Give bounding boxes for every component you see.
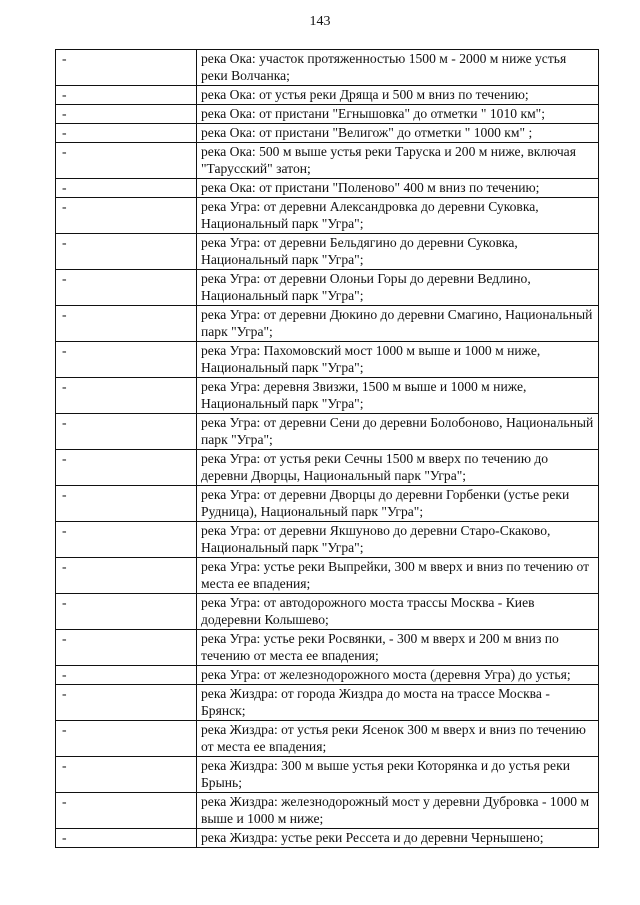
table-row <box>56 522 599 558</box>
row-marker: - <box>56 594 197 630</box>
table-row <box>56 198 599 234</box>
row-text: река Угра: от железнодорожного моста (деревня Угра) до устья; <box>197 666 599 685</box>
row-marker: - <box>56 757 197 793</box>
table-row <box>56 86 599 105</box>
row-text: река Угра: деревня Звизжи, 1500 м выше и 1000 м ниже, Национальный парк "Угра"; <box>197 378 599 414</box>
row-marker: - <box>56 50 197 86</box>
row-text: река Жиздра: 300 м выше устья реки Которянка и до устья реки Брынь; <box>197 757 599 793</box>
row-marker: - <box>56 198 197 234</box>
row-text: река Ока: участок протяженностью 1500 м - 2000 м ниже устья реки Волчанка; <box>197 50 599 86</box>
table-row <box>56 558 599 594</box>
row-marker: - <box>56 105 197 124</box>
row-marker: - <box>56 721 197 757</box>
table-row <box>56 721 599 757</box>
row-marker: - <box>56 450 197 486</box>
table-row <box>56 306 599 342</box>
table-row <box>56 342 599 378</box>
table-row <box>56 666 599 685</box>
row-text: река Угра: устье реки Росвянки, - 300 м вверх и 200 м вниз по течению от места ее впадения; <box>197 630 599 666</box>
row-text: река Угра: от автодорожного моста трассы Москва - Киев додеревни Колышево; <box>197 594 599 630</box>
row-marker: - <box>56 143 197 179</box>
table-row <box>56 630 599 666</box>
table-row <box>56 450 599 486</box>
table-row <box>56 685 599 721</box>
row-marker: - <box>56 270 197 306</box>
row-text: река Угра: от деревни Дюкино до деревни Смагино, Национальный парк "Угра"; <box>197 306 599 342</box>
table-row <box>56 829 599 848</box>
table-row <box>56 486 599 522</box>
row-marker: - <box>56 414 197 450</box>
page-number: 143 <box>309 14 331 29</box>
table-body <box>56 50 599 848</box>
table-row <box>56 757 599 793</box>
row-text: река Угра: устье реки Выпрейки, 300 м вверх и вниз по течению от места ее впадения; <box>197 558 599 594</box>
row-marker: - <box>56 378 197 414</box>
table-row <box>56 179 599 198</box>
table-row <box>56 105 599 124</box>
row-text: река Угра: Пахомовский мост 1000 м выше и 1000 м ниже, Национальный парк "Угра"; <box>197 342 599 378</box>
row-marker: - <box>56 829 197 848</box>
row-text: река Жиздра: от города Жиздра до моста на трассе Москва - Брянск; <box>197 685 599 721</box>
table-row <box>56 594 599 630</box>
row-marker: - <box>56 486 197 522</box>
row-marker: - <box>56 793 197 829</box>
row-text: река Ока: от пристани "Велигож" до отметки " 1000 км" ; <box>197 124 599 143</box>
row-text: река Угра: от деревни Сени до деревни Болобоново, Национальный парк "Угра"; <box>197 414 599 450</box>
row-marker: - <box>56 234 197 270</box>
row-marker: - <box>56 558 197 594</box>
row-marker: - <box>56 86 197 105</box>
row-text: река Угра: от деревни Дворцы до деревни Горбенки (устье реки Рудница), Национальный парк "Угра"; <box>197 486 599 522</box>
table-row <box>56 378 599 414</box>
row-marker: - <box>56 342 197 378</box>
row-text: река Жиздра: устье реки Рессета и до деревни Чернышено; <box>197 829 599 848</box>
row-marker: - <box>56 179 197 198</box>
row-text: река Угра: от деревни Александровка до деревни Суковка, Национальный парк "Угра"; <box>197 198 599 234</box>
row-marker: - <box>56 306 197 342</box>
row-text: река Угра: от деревни Якшуново до деревни Старо-Скаково, Национальный парк "Угра"; <box>197 522 599 558</box>
row-text: река Ока: от пристани "Егнышовка" до отметки " 1010 км"; <box>197 105 599 124</box>
row-text: река Жиздра: железнодорожный мост у деревни Дубровка - 1000 м выше и 1000 м ниже; <box>197 793 599 829</box>
row-text: река Ока: от устья реки Дряща и 500 м вниз по течению; <box>197 86 599 105</box>
row-text: река Угра: от устья реки Сечны 1500 м вверх по течению до деревни Дворцы, Национальный парк "Угра"; <box>197 450 599 486</box>
row-text: река Ока: 500 м выше устья реки Таруска и 200 м ниже, включая "Тарусский" затон; <box>197 143 599 179</box>
row-text: река Угра: от деревни Олоньи Горы до деревни Ведлино, Национальный парк "Угра"; <box>197 270 599 306</box>
row-marker: - <box>56 630 197 666</box>
row-marker: - <box>56 522 197 558</box>
row-text: река Ока: от пристани "Поленово" 400 м вниз по течению; <box>197 179 599 198</box>
row-marker: - <box>56 666 197 685</box>
row-marker: - <box>56 124 197 143</box>
table-row <box>56 143 599 179</box>
document-table <box>55 49 599 848</box>
row-text: река Жиздра: от устья реки Ясенок 300 м вверх и вниз по течению от места ее впадения; <box>197 721 599 757</box>
table-row <box>56 414 599 450</box>
table-row <box>56 270 599 306</box>
row-text: река Угра: от деревни Бельдягино до деревни Суковка, Национальный парк "Угра"; <box>197 234 599 270</box>
table-row <box>56 793 599 829</box>
table-row <box>56 124 599 143</box>
row-marker: - <box>56 685 197 721</box>
table-row <box>56 234 599 270</box>
table-row <box>56 50 599 86</box>
